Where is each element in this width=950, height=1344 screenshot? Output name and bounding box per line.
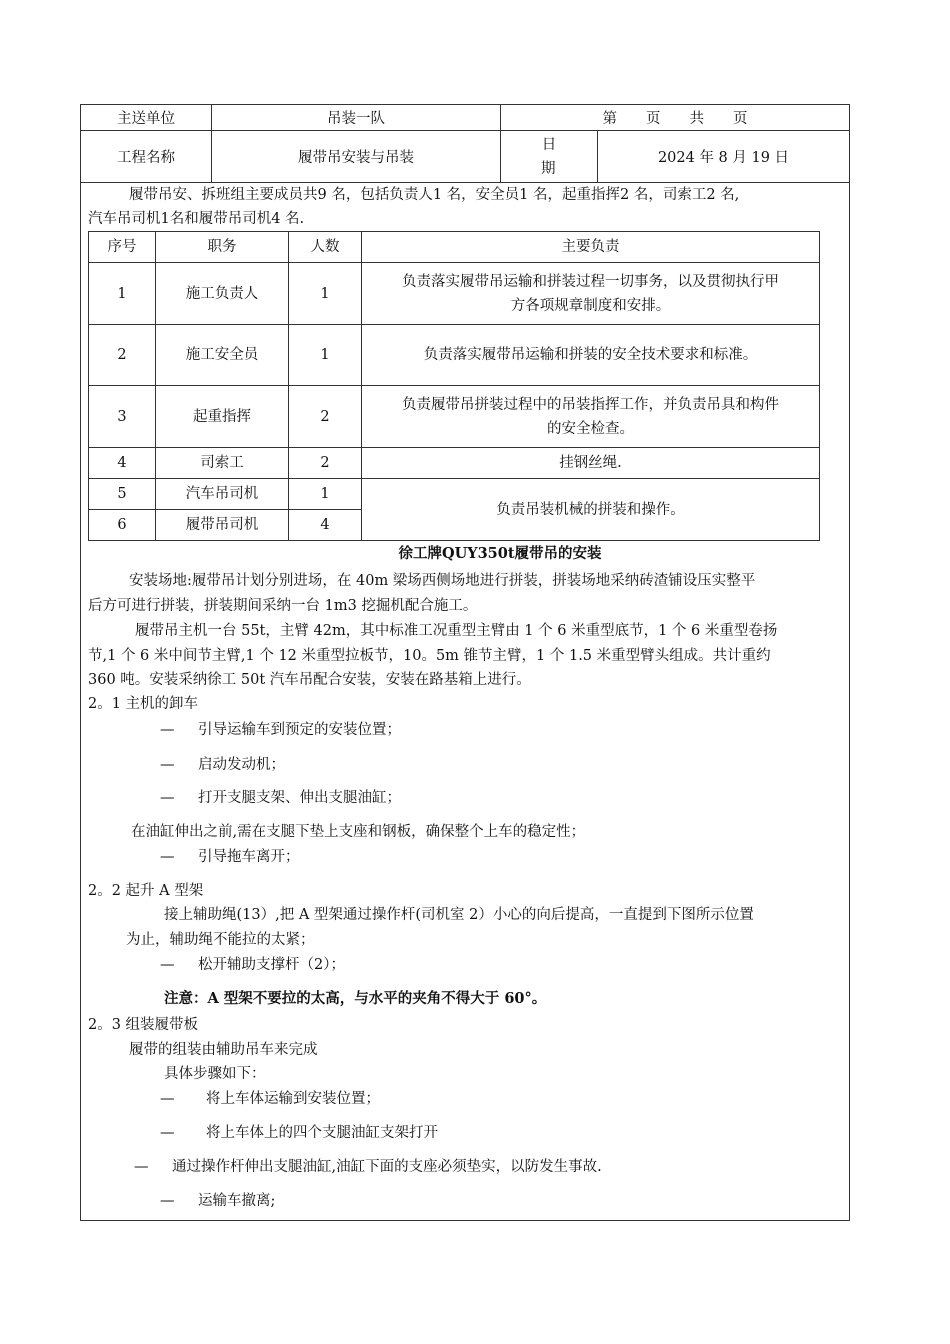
date-label-line-2: 期 — [541, 160, 556, 177]
table-row — [89, 386, 820, 448]
table-row — [89, 325, 820, 386]
table-row — [89, 263, 820, 325]
dash-mark: — — [160, 790, 175, 806]
crane-line-1: 履带吊主机一台 55t，主臂 42m，其中标准工况重型主臂由 1 个 6 米重型底节，1 个 6 米重型卷扬 — [135, 623, 778, 639]
s22-line-1: 接上辅助绳(13）,把 A 型架通过操作杆(司机室 2）小心的向后提高，一直提到下图所示位置 — [164, 907, 754, 923]
header-table — [80, 104, 850, 183]
s22-title: 2。2 起升 A 型架 — [88, 883, 204, 899]
dash-mark: — — [160, 757, 175, 773]
row-no: 1 — [89, 263, 156, 325]
col-duty-header: 主要负责 — [362, 232, 820, 263]
row-no: 2 — [89, 325, 156, 386]
table-row — [89, 448, 820, 479]
list-item — [160, 1189, 275, 1213]
dash-mark: — — [160, 1193, 175, 1209]
row-duty — [362, 263, 820, 325]
list-item — [160, 845, 300, 869]
site-line-2: 后方可进行拼装，拼装期间采纳一台 1m3 挖掘机配合施工。 — [88, 598, 478, 614]
page-count: 第 页 共 页 — [501, 105, 850, 131]
header-row-2 — [81, 131, 850, 183]
list-item-text: 将上车体运输到安装位置； — [206, 1091, 380, 1107]
row-count: 1 — [289, 263, 362, 325]
intro-line-2: 汽车吊司机1名和履带吊司机4 名. — [88, 211, 305, 227]
section-title: 徐工牌QUY350t履带吊的安装 — [398, 545, 602, 562]
col-count-header: 人数 — [289, 232, 362, 263]
row-duty-line-1: 负责履带吊拼装过程中的吊装指挥工作，并负责吊具和构件 — [402, 396, 779, 413]
list-item-text: 松开辅助支撑杆（2）； — [198, 957, 345, 973]
duty-header-row — [89, 232, 820, 263]
row-role: 司索工 — [156, 448, 289, 479]
dash-mark: — — [160, 957, 175, 973]
row-role: 汽车吊司机 — [156, 479, 289, 510]
list-item-text: 引导拖车离开； — [198, 849, 300, 865]
row-role: 履带吊司机 — [156, 510, 289, 541]
row-duty — [362, 386, 820, 448]
row-count: 2 — [289, 386, 362, 448]
s21-note: 在油缸伸出之前,需在支腿下垫上支座和钢板，确保整个上车的稳定性； — [131, 824, 586, 840]
row-duty-line-2: 的安全检查。 — [547, 420, 634, 437]
recipient-value: 吊装一队 — [212, 105, 501, 131]
row-duty-line-1: 负责落实履带吊运输和拼装过程一切事务，以及贯彻执行甲 — [402, 273, 779, 290]
date-label-line-1: 日 — [541, 136, 557, 153]
dash-mark: — — [160, 722, 175, 738]
list-item — [160, 753, 285, 777]
list-item-text: 将上车体上的四个支腿油缸支架打开 — [206, 1125, 438, 1141]
row-duty-line-2: 方各项规章制度和安排。 — [510, 297, 671, 314]
row-no: 5 — [89, 479, 156, 510]
list-item — [160, 1087, 380, 1111]
list-item — [160, 1121, 438, 1145]
list-item — [160, 953, 345, 977]
row-count: 1 — [289, 479, 362, 510]
list-item-text: 打开支腿支架、伸出支腿油缸； — [198, 790, 401, 806]
list-item-text: 启动发动机； — [198, 757, 285, 773]
s22-warning: 注意：A 型架不要拉的太高，与水平的夹角不得大于 60°。 — [164, 990, 547, 1007]
list-item-text: 通过操作杆伸出支腿油缸,油缸下面的支座必须垫实，以防发生事故. — [172, 1159, 602, 1175]
s23-line-2: 具体步骤如下： — [164, 1066, 266, 1082]
crane-line-3: 360 吨。安装采纳徐工 50t 汽车吊配合安装，安装在路基箱上进行。 — [88, 672, 531, 688]
row-count: 2 — [289, 448, 362, 479]
dash-mark: — — [160, 849, 175, 865]
project-label: 工程名称 — [81, 131, 212, 183]
table-row — [89, 479, 820, 510]
recipient-label: 主送单位 — [81, 105, 212, 131]
col-role-header: 职务 — [156, 232, 289, 263]
row-no: 6 — [89, 510, 156, 541]
s21-title: 2。1 主机的卸车 — [88, 696, 199, 712]
row-no: 4 — [89, 448, 156, 479]
list-item-text: 引导运输车到预定的安装位置； — [198, 722, 401, 738]
row-no: 3 — [89, 386, 156, 448]
row-duty: 挂钢丝绳. — [362, 448, 820, 479]
crane-line-2: 节,1 个 6 米中间节主臂,1 个 12 米重型拉板节，10。5m 锥节主臂，1 个 1.5 米重型臂头组成。共计重约 — [88, 648, 771, 664]
list-item-text: 运输车撤离; — [198, 1193, 276, 1209]
intro-line-1: 履带吊安、拆班组主要成员共9 名，包括负责人1 名，安全员1 名，起重指挥2 名，司索工2 名, — [129, 187, 740, 203]
dash-mark: — — [160, 1091, 175, 1107]
row-count: 4 — [289, 510, 362, 541]
project-value: 履带吊安装与吊装 — [212, 131, 501, 183]
list-item — [160, 718, 401, 742]
row-role: 施工负责人 — [156, 263, 289, 325]
s23-title: 2。3 组装履带板 — [88, 1017, 199, 1033]
site-line-1: 安装场地:履带吊计划分别进场，在 40m 梁场西侧场地进行拼装，拼装场地采纳砖渣铺设压实整平 — [129, 573, 756, 589]
row-duty: 负责落实履带吊运输和拼装的安全技术要求和标准。 — [362, 325, 820, 386]
header-row-1 — [81, 105, 850, 131]
list-item — [160, 786, 401, 810]
date-value: 2024 年 8 月 19 日 — [598, 131, 850, 183]
date-label — [501, 131, 598, 183]
col-no-header: 序号 — [89, 232, 156, 263]
s22-line-2: 为止，辅助绳不能拉的太紧； — [126, 932, 315, 948]
dash-mark: — — [134, 1159, 149, 1175]
duty-table — [88, 231, 820, 541]
row-role: 施工安全员 — [156, 325, 289, 386]
s23-line-1: 履带的组装由辅助吊车来完成 — [129, 1042, 318, 1058]
list-item — [134, 1155, 602, 1179]
merged-duty: 负责吊装机械的拼装和操作。 — [362, 479, 820, 541]
row-count: 1 — [289, 325, 362, 386]
dash-mark: — — [160, 1125, 175, 1141]
row-role: 起重指挥 — [156, 386, 289, 448]
